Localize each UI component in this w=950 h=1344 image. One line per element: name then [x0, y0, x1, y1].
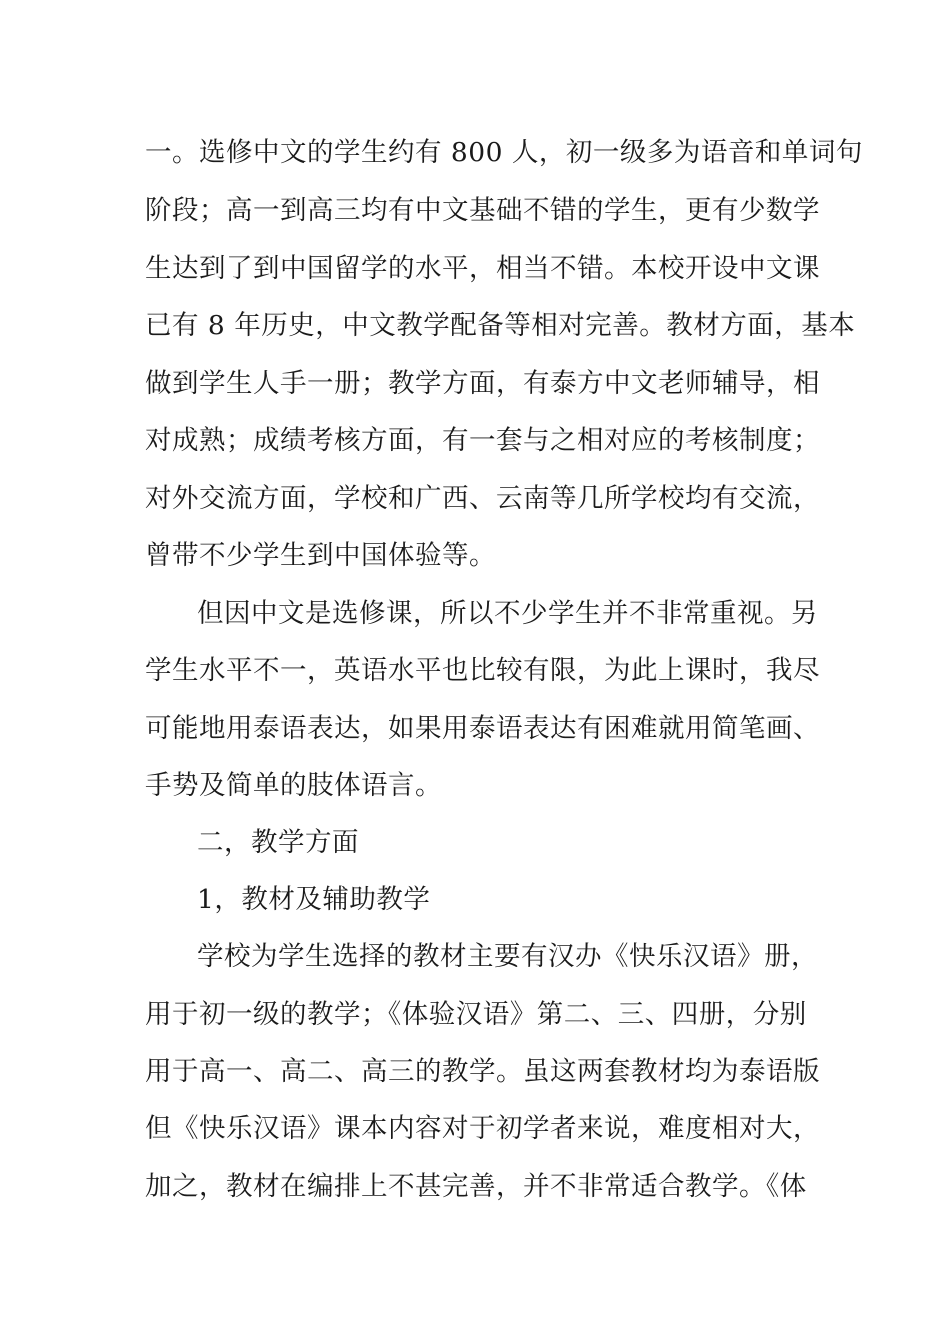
text-line: 一。选修中文的学生约有 800 人，初一级多为语音和单词句 — [145, 137, 863, 168]
text-line: 加之，教材在编排上不甚完善，并不非常适合教学。《体 — [145, 1171, 807, 1202]
text-line: 学生水平不一，英语水平也比较有限，为此上课时，我尽 — [145, 655, 820, 686]
text-line: 用于高一、高二、高三的教学。虽这两套教材均为泰语版 — [145, 1056, 820, 1087]
text-line: 对成熟；成绩考核方面，有一套与之相对应的考核制度； — [145, 425, 820, 456]
section-heading: 二，教学方面 — [197, 827, 359, 858]
text-line: 已有 8 年历史，中文教学配备等相对完善。教材方面，基本 — [145, 310, 856, 341]
text-line: 但《快乐汉语》课本内容对于初学者来说，难度相对大， — [145, 1113, 820, 1144]
text-line: 对外交流方面，学校和广西、云南等几所学校均有交流， — [145, 483, 820, 514]
text-line: 用于初一级的教学；《体验汉语》第二、三、四册，分别 — [145, 999, 807, 1030]
text-line: 生达到了到中国留学的水平，相当不错。本校开设中文课 — [145, 253, 820, 284]
subsection-heading: 1，教材及辅助教学 — [197, 884, 431, 915]
text-line: 曾带不少学生到中国体验等。 — [145, 540, 496, 571]
text-line: 可能地用泰语表达，如果用泰语表达有困难就用简笔画、 — [145, 713, 820, 744]
text-line: 但因中文是选修课，所以不少学生并不非常重视。另 — [197, 598, 818, 629]
text-line: 阶段；高一到高三均有中文基础不错的学生，更有少数学 — [145, 195, 820, 226]
text-line: 学校为学生选择的教材主要有汉办《快乐汉语》册， — [197, 941, 818, 972]
text-line: 做到学生人手一册；教学方面，有泰方中文老师辅导，相 — [145, 368, 820, 399]
text-line: 手势及简单的肢体语言。 — [145, 770, 442, 801]
